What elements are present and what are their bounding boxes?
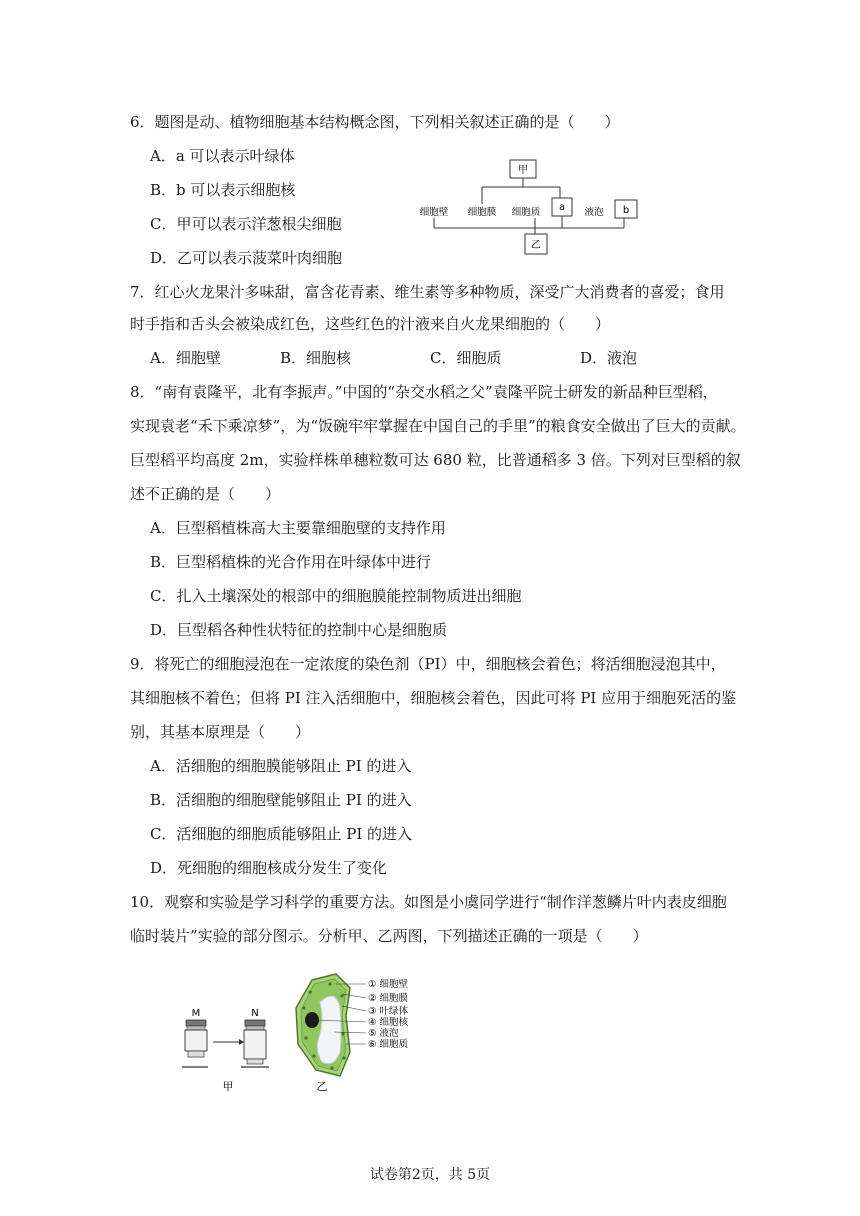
cell-label-2: ② 细胞膜 [368, 993, 409, 1004]
q10-stem-line-1: 10．观察和实验是学习科学的重要方法。如图是小虞同学进行“制作洋葱鳞片叶内表皮细胞 [130, 893, 727, 911]
figure-yi-caption: 乙 [316, 1080, 328, 1093]
q8-option-d: D．巨型稻各种性状特征的控制中心是细胞质 [150, 621, 448, 639]
diagram-node-yi: 乙 [531, 240, 541, 251]
page-footer: 试卷第2页，共 5页 [369, 1167, 491, 1183]
vacuole-shape [317, 996, 341, 1063]
diagram-node-jia: 甲 [518, 165, 528, 176]
q7-option-b: B．细胞核 [280, 349, 352, 367]
q9-stem-line-1: 9．将死亡的细胞浸泡在一定浓度的染色剂（PI）中，细胞核会着色；将活细胞浸泡其中， [130, 655, 726, 673]
cell-label-5: ⑤ 液泡 [368, 1028, 399, 1039]
q10-stem-line-2: 临时装片”实验的部分图示。分析甲、乙两图，下列描述正确的一项是（ ） [130, 927, 648, 945]
objective-label-m: M [191, 1008, 201, 1019]
q8-option-a: A．巨型稻植株高大主要靠细胞壁的支持作用 [150, 519, 446, 537]
figure-jia-objectives [178, 1004, 278, 1096]
q8-stem-line-2: 实现袁老“禾下乘凉梦”，为“饭碗牢牢掌握在中国自己的手里”的粮食安全做出了巨大的贡献。 [130, 417, 746, 435]
q9-option-c: C．活细胞的细胞质能够阻止 PI 的进入 [150, 825, 413, 843]
q8-stem-line-4: 述不正确的是（ ） [130, 485, 281, 503]
q8-option-c: C．扎入土壤深处的根部中的细胞膜能控制物质进出细胞 [150, 587, 522, 605]
q7-option-a: A．细胞壁 [150, 349, 221, 367]
q9-option-b: B．活细胞的细胞壁能够阻止 PI 的进入 [150, 791, 412, 809]
figure-yi-plant-cell [290, 972, 450, 1096]
objective-m-icon [185, 1020, 207, 1057]
diagram-node-cytoplasm: 细胞质 [511, 207, 541, 218]
q6-option-b: B．b 可以表示细胞核 [150, 181, 296, 199]
q8-stem-line-1: 8．“南有袁隆平，北有李振声。”中国的“杂交水稻之父”袁隆平院士研发的新品种巨型稻， [130, 383, 718, 401]
figure-jia-caption: 甲 [222, 1080, 234, 1093]
q9-stem-line-2: 其细胞核不着色；但将 PI 注入活细胞中，细胞核会着色，因此可将 PI 应用于细胞死活的鉴 [130, 689, 737, 707]
cell-label-4: ④ 细胞核 [368, 1017, 409, 1028]
q6-option-c: C．甲可以表示洋葱根尖细胞 [150, 215, 342, 233]
objective-label-n: N [251, 1008, 259, 1019]
q9-stem-line-3: 别，其基本原理是（ ） [130, 723, 311, 741]
diagram-node-cell-membrane: 细胞膜 [467, 207, 497, 218]
cell-label-6: ⑥ 细胞质 [368, 1039, 409, 1050]
diagram-node-a: a [559, 202, 565, 213]
diagram-node-b: b [622, 205, 630, 216]
cell-label-3: ③ 叶绿体 [368, 1006, 409, 1017]
q7-option-d: D．液泡 [580, 349, 638, 367]
q8-stem-line-3: 巨型稻平均高度 2m，实验样株单穗粒数可达 680 粒，比普通稻多 3 倍。下列对巨型稻的叙 [130, 451, 741, 469]
q7-option-c: C．细胞质 [430, 349, 502, 367]
q7-stem-line-2: 时手指和舌头会被染成红色，这些红色的汁液来自火龙果细胞的（ ） [130, 315, 611, 333]
q9-option-a: A．活细胞的细胞膜能够阻止 PI 的进入 [150, 757, 412, 775]
q9-option-d: D．死细胞的细胞核成分发生了变化 [150, 859, 388, 877]
cell-concept-diagram [410, 156, 650, 260]
diagram-node-cell-wall: 细胞壁 [419, 207, 449, 218]
q6-stem: 6．题图是动、植物细胞基本结构概念图，下列相关叙述正确的是（ ） [130, 113, 620, 131]
q6-option-d: D．乙可以表示菠菜叶肉细胞 [150, 249, 343, 267]
diagram-node-vacuole: 液泡 [584, 207, 604, 218]
cell-label-1: ① 细胞壁 [368, 979, 409, 990]
q7-stem-line-1: 7．红心火龙果汁多味甜，富含花青素、维生素等多种物质，深受广大消费者的喜爱；食用 [130, 283, 725, 301]
q8-option-b: B．巨型稻植株的光合作用在叶绿体中进行 [150, 553, 432, 571]
q6-option-a: A．a 可以表示叶绿体 [150, 147, 295, 165]
objective-n-icon [244, 1020, 266, 1064]
